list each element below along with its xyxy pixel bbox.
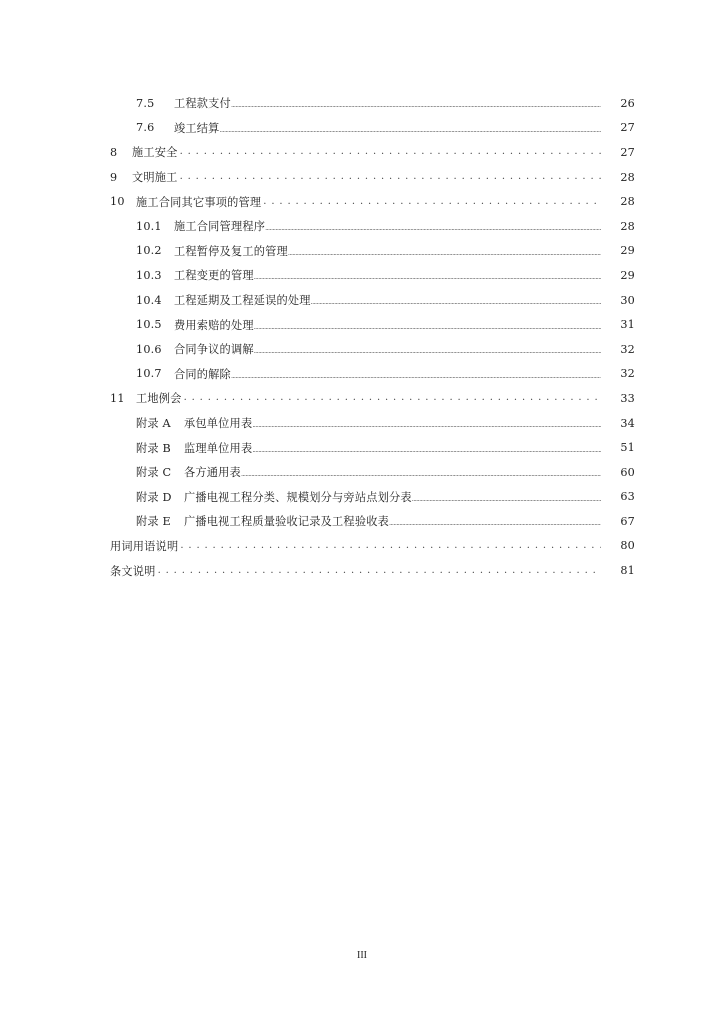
toc-entry-number: 7.6: [136, 121, 155, 135]
dot-leader: [254, 268, 601, 282]
toc-entry[interactable]: [0, 91, 724, 116]
toc-entry-page: 26: [620, 96, 635, 110]
dot-leader: [263, 195, 601, 209]
toc-entry[interactable]: [0, 362, 724, 387]
dot-leader: [252, 441, 601, 455]
toc-entry-page: 28: [620, 219, 635, 233]
toc-entry-page: 67: [620, 514, 635, 528]
dot-leader: [254, 318, 601, 332]
toc-entry-number: 10: [110, 195, 125, 209]
toc-entry-page: 30: [620, 293, 635, 307]
toc-entry-title: 工程变更的管理: [174, 269, 254, 283]
toc-entry[interactable]: [0, 435, 724, 460]
toc-entry-title: 文明施工: [132, 171, 178, 185]
dot-leader: [412, 490, 601, 504]
toc-entry[interactable]: [0, 214, 724, 239]
toc-entry-title: 条文说明: [110, 564, 156, 578]
toc-entry-number: 11: [110, 391, 125, 405]
toc-entry[interactable]: [0, 509, 724, 534]
toc-entry[interactable]: [0, 386, 724, 411]
toc-entry-number: 附录 A: [136, 417, 171, 431]
toc-entry[interactable]: [0, 485, 724, 510]
dot-leader: [231, 96, 601, 110]
toc-entry-page: 28: [620, 195, 635, 209]
toc-entry-title: 施工安全: [132, 146, 178, 160]
dot-leader: [158, 564, 601, 578]
toc-entry-page: 51: [620, 441, 635, 455]
toc-entry-number: 附录 E: [136, 515, 171, 529]
toc-entry-title: 合同的解除: [174, 367, 231, 381]
toc-entry-number: 10.1: [136, 219, 162, 233]
dot-leader: [184, 391, 601, 405]
toc-entry[interactable]: [0, 558, 724, 583]
dot-leader: [220, 121, 601, 135]
toc-entry-page: 27: [620, 145, 635, 159]
toc-entry-title: 施工合同管理程序: [174, 220, 266, 234]
dot-leader: [254, 342, 601, 356]
toc-entry-page: 29: [620, 268, 635, 282]
toc-entry[interactable]: [0, 239, 724, 264]
toc-entry-number: 8: [110, 145, 118, 159]
toc-entry[interactable]: [0, 534, 724, 559]
dot-leader: [288, 244, 601, 258]
toc-entry-number: 10.7: [136, 367, 162, 381]
toc-entry-title: 费用索赔的处理: [174, 318, 254, 332]
toc-entry-page: 63: [620, 490, 635, 504]
toc-entry-title: 广播电视工程分类、规模划分与旁站点划分表: [184, 490, 412, 504]
toc-entry[interactable]: [0, 411, 724, 436]
toc-entry-number: 10.6: [136, 342, 162, 356]
toc-entry-page: 32: [620, 367, 635, 381]
toc-entry-number: 7.5: [136, 96, 155, 110]
toc-entry-number: 附录 D: [136, 490, 172, 504]
toc-entry-title: 各方通用表: [184, 466, 241, 480]
page-number-footer: III: [357, 950, 367, 961]
dot-leader: [265, 219, 601, 233]
dot-leader: [180, 145, 601, 159]
toc-entry[interactable]: [0, 189, 724, 214]
toc-entry-page: 32: [620, 342, 635, 356]
toc-entry-title: 工程暂停及复工的管理: [174, 244, 288, 258]
table-of-contents: [0, 91, 724, 583]
dot-leader: [231, 367, 601, 381]
toc-entry-page: 81: [620, 564, 635, 578]
toc-entry-title: 工程款支付: [174, 97, 231, 111]
toc-entry[interactable]: [0, 460, 724, 485]
toc-entry-number: 10.3: [136, 268, 162, 282]
toc-entry-title: 合同争议的调解: [174, 343, 254, 357]
toc-entry-title: 工地例会: [136, 392, 182, 406]
toc-entry-page: 28: [620, 170, 635, 184]
toc-entry[interactable]: [0, 116, 724, 141]
toc-entry-title: 施工合同其它事项的管理: [136, 195, 262, 209]
toc-entry[interactable]: [0, 165, 724, 190]
toc-entry-page: 31: [620, 318, 635, 332]
toc-entry-page: 33: [620, 391, 635, 405]
toc-entry-number: 附录 C: [136, 466, 172, 480]
dot-leader: [252, 416, 601, 430]
toc-entry-page: 80: [620, 539, 635, 553]
toc-entry-title: 监理单位用表: [184, 441, 253, 455]
toc-entry-number: 10.2: [136, 244, 162, 258]
toc-entry-title: 竣工结算: [174, 121, 220, 135]
toc-entry-title: 用词用语说明: [110, 539, 179, 553]
toc-entry-page: 60: [620, 465, 635, 479]
toc-entry-title: 广播电视工程质量验收记录及工程验收表: [184, 515, 389, 529]
toc-entry-number: 10.4: [136, 293, 162, 307]
toc-entry[interactable]: [0, 263, 724, 288]
dot-leader: [180, 170, 601, 184]
toc-entry[interactable]: [0, 140, 724, 165]
toc-entry[interactable]: [0, 312, 724, 337]
dot-leader: [389, 514, 601, 528]
toc-entry-number: 9: [110, 170, 118, 184]
toc-entry-title: 工程延期及工程延误的处理: [174, 294, 311, 308]
toc-entry[interactable]: [0, 337, 724, 362]
dot-leader: [180, 539, 601, 553]
dot-leader: [241, 465, 601, 479]
toc-entry-page: 34: [620, 416, 635, 430]
dot-leader: [311, 293, 601, 307]
toc-entry[interactable]: [0, 288, 724, 313]
toc-entry-page: 29: [620, 244, 635, 258]
toc-entry-number: 10.5: [136, 318, 162, 332]
toc-entry-title: 承包单位用表: [184, 417, 253, 431]
toc-entry-page: 27: [620, 121, 635, 135]
toc-entry-number: 附录 B: [136, 441, 171, 455]
